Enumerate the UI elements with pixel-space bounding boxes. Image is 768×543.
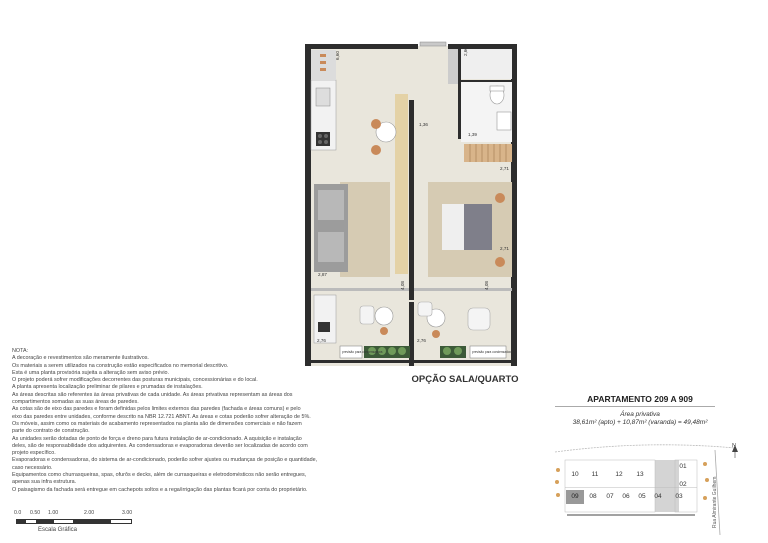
note-line: Evaporadoras e condensadoras, do sistema de ar-condicionado, poderão sofrer ajustes ou mudanças de posição e quantidade, [12,457,318,464]
unit-label: 11 [591,471,599,478]
unit-label: 03 [675,493,683,500]
note-line: As unidades serão dotadas de ponto de força e dreno para futura instalação de ar-condicionado. A aquisição e instalação [12,435,302,442]
note-line: parte do contrato de construção. [12,428,90,435]
dim-label: 2,76 [417,338,426,343]
note-line: As áreas descritas são referentes às áreas privativas de cada unidade. As áreas privativas representam as áreas dos [12,391,293,398]
scale-label: Escala Gráfica [38,527,78,533]
note-line: apenas sua infra estrutura. [12,479,77,486]
area-value: 38,61m² (apto) + 10,87m² (varanda) = 49,48m² [572,419,708,426]
note-line: A planta apresenta localização preliminar de pilares e prumadas de instalações. [12,384,203,391]
condenser-note: previsão para condensadora [342,350,383,354]
dim-label: 2,60 [463,47,468,56]
note-line: deles, são de responsabilidade dos adquirentes. As condensadoras e evaporadoras deverão ser localizadas de acordo com [12,442,308,449]
scale-bar-graphic [16,519,132,524]
unit-label: 08 [589,493,597,500]
note-line: compartimentos somadas as suas áreas de paredes. [12,399,139,406]
note-line: eixo das paredes entre unidades, conforme descrito na NBR 12.721 ABNT. As áreas e cotas poderão sofrer alteração de 5%. [12,413,311,420]
unit-label: 02 [679,481,687,488]
dim-label: 2,87 [318,272,327,277]
unit-label: 05 [638,493,646,500]
dim-label: 6,60 [335,51,340,60]
dim-label: 2,71 [500,246,509,251]
north-icon-label: N [732,443,736,449]
unit-label: 04 [654,493,662,500]
note-line: As cotas são de eixo das paredes e foram definidas pelos limites externos das paredes (fachada e áreas comuns) e pelo [12,406,301,413]
dim-label: 4,08 [400,281,405,290]
note-line: O projeto poderá sofrer modificações decorrentes das posturas municipais, concessionárias e do local. [12,377,258,384]
unit-label: 12 [615,471,623,478]
area-label: Área privativa [620,411,660,418]
unit-label: 06 [622,493,630,500]
dim-label: 1,39 [468,132,477,137]
note-line: A decoração e revestimentos são meramente ilustrativos. [12,355,149,362]
dim-label: 4,08 [484,281,489,290]
street-name: Rua Almirante Guilhem [712,476,718,528]
unit-label: 01 [679,463,687,470]
dim-label: 1,36 [419,122,428,127]
note-line: projeto específico. [12,450,56,457]
note-line: Esta é uma planta provisória sujeita a alteração sem aviso prévio. [12,369,170,376]
notes-heading: NOTA: [12,348,29,354]
scale-tick-label: 2.00 [84,510,95,516]
unit-label: 07 [606,493,614,500]
floor-plan [300,40,522,368]
scale-tick-label: 1.00 [48,510,59,516]
dim-label: 2,71 [500,166,509,171]
condenser-note: previsão para condensadora [472,350,513,354]
unit-label: 10 [571,471,579,478]
plan-title: OPÇÃO SALA/QUARTO [411,374,519,385]
unit-label: 13 [636,471,644,478]
unit-label-selected: 09 [566,490,584,504]
notes-block [12,348,432,494]
scale-tick-label: 0.0 [14,510,22,516]
note-line: Os móveis, assim como os materiais de acabamento representados na planta são de dimensões comerciais e não fazem [12,420,302,427]
note-line: Os materiais a serem utilizados na construção estão especificados no memorial descritivo. [12,362,229,369]
scale-bar [14,510,134,540]
note-line: Equipamentos como churrasqueiras, spas, ofurôs e decks, além de currasqueiras e eletrodomésticos não serão entregues, [12,472,307,479]
divider [555,406,715,407]
scale-tick-label: 0.50 [30,510,41,516]
note-line: O paisagismo da fachada será entregue em cachepots soltos e a rega/irrigação das plantas ficará por conta do proprietário. [12,486,308,493]
apartment-title: APARTAMENTO 209 A 909 [587,394,693,404]
dim-label: 2,76 [317,338,326,343]
scale-tick-label: 3.00 [122,510,133,516]
note-line: caso necessário. [12,464,53,471]
